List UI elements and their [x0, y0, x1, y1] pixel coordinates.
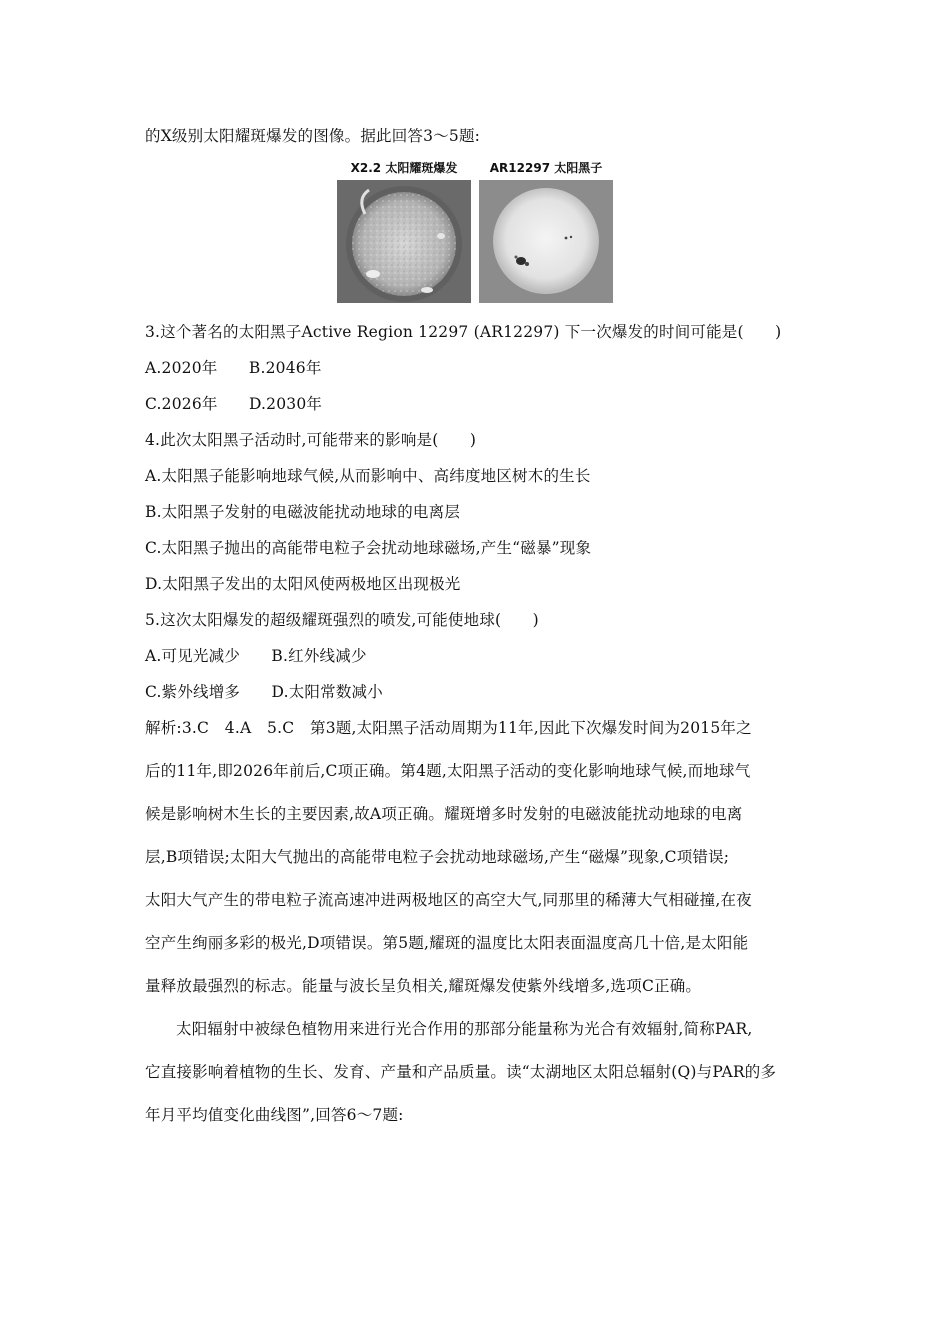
q5-options-row2: C.紫外线增多 D.太阳常数减小: [145, 683, 383, 701]
q5-stem: 5.这次太阳爆发的超级耀斑强烈的喷发,可能使地球( ): [145, 611, 539, 629]
q4-option-c: C.太阳黑子抛出的高能带电粒子会扰动地球磁场,产生“磁暴”现象: [145, 539, 592, 557]
analysis-line: 解析:3.C 4.A 5.C 第3题,太阳黑子活动周期为11年,因此下次爆发时间为2015年之: [145, 719, 752, 737]
q4-option-d: D.太阳黑子发出的太阳风使两极地区出现极光: [145, 575, 461, 593]
q5-options-row1: A.可见光减少 B.红外线减少: [145, 647, 367, 665]
q3-stem: 3.这个著名的太阳黑子Active Region 12297 (AR12297) 下一次爆发的时间可能是( ): [145, 323, 782, 341]
paragraph-line: 太阳辐射中被绿色植物用来进行光合作用的那部分能量称为光合有效辐射,简称PAR,: [176, 1020, 753, 1038]
flare-caption: X2.2 太阳耀斑爆发: [350, 161, 458, 175]
analysis-line: 后的11年,即2026年前后,C项正确。第4题,太阳黑子活动的变化影响地球气候,而地球气: [145, 762, 751, 780]
analysis-line: 层,B项错误;太阳大气抛出的高能带电粒子会扰动地球磁场,产生“磁爆”现象,C项错误;: [145, 848, 730, 866]
analysis-line: 候是影响树木生长的主要因素,故A项正确。耀斑增多时发射的电磁波能扰动地球的电离: [145, 805, 743, 823]
q4-option-b: B.太阳黑子发射的电磁波能扰动地球的电离层: [145, 503, 461, 521]
solar-flare-image: [337, 180, 471, 303]
q3-options-row2: C.2026年 D.2030年: [145, 395, 323, 413]
sunspot-caption: AR12297 太阳黑子: [489, 161, 603, 175]
q4-option-a: A.太阳黑子能影响地球气候,从而影响中、高纬度地区树木的生长: [145, 467, 591, 485]
sunspot-panel: [479, 160, 613, 303]
flare-panel: [337, 160, 471, 303]
intro-line: 的X级别太阳耀斑爆发的图像。据此回答3～5题:: [145, 127, 481, 145]
analysis-line: 量释放最强烈的标志。能量与波长呈负相关,耀斑爆发使紫外线增多,选项C正确。: [145, 977, 702, 995]
analysis-line: 空产生绚丽多彩的极光,D项错误。第5题,耀斑的温度比太阳表面温度高几十倍,是太阳能: [145, 934, 749, 952]
paragraph-line: 它直接影响着植物的生长、发育、产量和产品质量。读“太湖地区太阳总辐射(Q)与PAR的多: [145, 1063, 777, 1081]
sunspot-image: [479, 180, 613, 303]
paragraph-line: 年月平均值变化曲线图”,回答6～7题:: [145, 1106, 404, 1124]
analysis-line: 太阳大气产生的带电粒子流高速冲进两极地区的高空大气,同那里的稀薄大气相碰撞,在夜: [145, 891, 752, 909]
q3-options-row1: A.2020年 B.2046年: [145, 359, 322, 377]
q4-stem: 4.此次太阳黑子活动时,可能带来的影响是( ): [145, 431, 477, 449]
solar-figure: [337, 160, 613, 308]
